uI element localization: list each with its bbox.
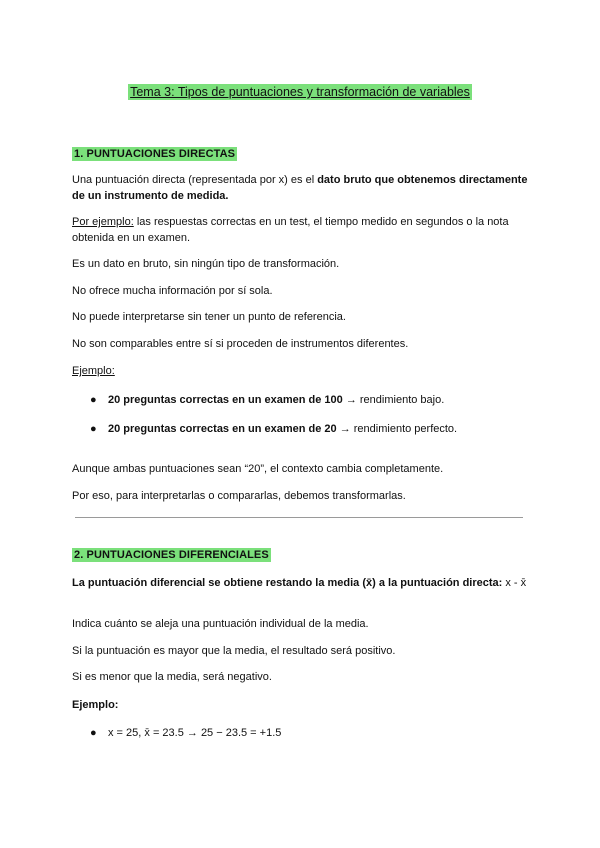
bullet-bold: 20 preguntas correctas en un examen de 20 bbox=[108, 423, 337, 435]
bullet-icon: ● bbox=[90, 727, 97, 739]
s1-p1-plain: Una puntuación directa (representada por x) es el bbox=[72, 174, 318, 186]
s1-paragraph-reference: No puede interpretarse sin tener un punto de referencia. bbox=[72, 311, 346, 323]
s2-example-label bbox=[72, 697, 532, 713]
s2-paragraph-definition bbox=[72, 575, 532, 591]
document-title-text: Tema 3: Tipos de puntuaciones y transformación de variables bbox=[130, 85, 470, 99]
bullet-text: x = 25, x̄ = 23.5 → 25 − 23.5 = +1.5 bbox=[108, 727, 282, 739]
s2-p1-bold: La puntuación diferencial se obtiene restando la media (x̄) a la puntuación directa: bbox=[72, 577, 503, 589]
s1-paragraph-transform: Por eso, para interpretarlas o compararlas, debemos transformarlas. bbox=[72, 490, 406, 502]
s1-paragraph-definition bbox=[72, 172, 532, 204]
section-2-heading-text: 2. PUNTUACIONES DIFERENCIALES bbox=[74, 549, 269, 561]
s1-p2-label: Por ejemplo: bbox=[72, 216, 134, 228]
section-1-heading bbox=[72, 146, 532, 162]
bullet-rest: → rendimiento perfecto. bbox=[336, 423, 458, 435]
list-item bbox=[90, 392, 444, 408]
s2-paragraph-distance: Indica cuánto se aleja una puntuación individual de la media. bbox=[72, 618, 369, 630]
list-item bbox=[90, 725, 281, 741]
s2-example-label-text: Ejemplo: bbox=[72, 699, 119, 711]
bullet-rest: → rendimiento bajo. bbox=[342, 394, 445, 406]
s1-paragraph-context: Aunque ambas puntuaciones sean “20”, el contexto cambia completamente. bbox=[72, 463, 444, 475]
s1-paragraph-info: No ofrece mucha información por sí sola. bbox=[72, 285, 273, 297]
s2-paragraph-negative: Si es menor que la media, será negativo. bbox=[72, 671, 272, 683]
bullet-bold: 20 preguntas correctas en un examen de 100 bbox=[108, 394, 343, 406]
s2-paragraph-positive: Si la puntuación es mayor que la media, el resultado será positivo. bbox=[72, 645, 396, 657]
section-2-heading bbox=[72, 547, 532, 563]
s1-p1-bold: dato bruto que obtenemos directamente de un instrumento de medida. bbox=[72, 174, 528, 202]
bullet-icon: ● bbox=[90, 423, 97, 435]
s1-example-label bbox=[72, 363, 532, 379]
list-item bbox=[90, 421, 457, 437]
document-title bbox=[0, 85, 600, 99]
s1-p2-text: las respuestas correctas en un test, el tiempo medido en segundos o la nota obtenida en un examen. bbox=[72, 216, 509, 244]
s1-paragraph-example-text bbox=[72, 214, 532, 246]
section-1-heading-text: 1. PUNTUACIONES DIRECTAS bbox=[74, 148, 236, 160]
s1-example-label-text: Ejemplo: bbox=[72, 365, 115, 377]
bullet-icon: ● bbox=[90, 394, 97, 406]
s1-paragraph-comparable: No son comparables entre sí si proceden de instrumentos diferentes. bbox=[72, 338, 409, 350]
section-divider bbox=[75, 517, 523, 518]
s2-p1-formula: x - x̄ bbox=[502, 577, 527, 589]
s1-paragraph-raw: Es un dato en bruto, sin ningún tipo de transformación. bbox=[72, 258, 340, 270]
